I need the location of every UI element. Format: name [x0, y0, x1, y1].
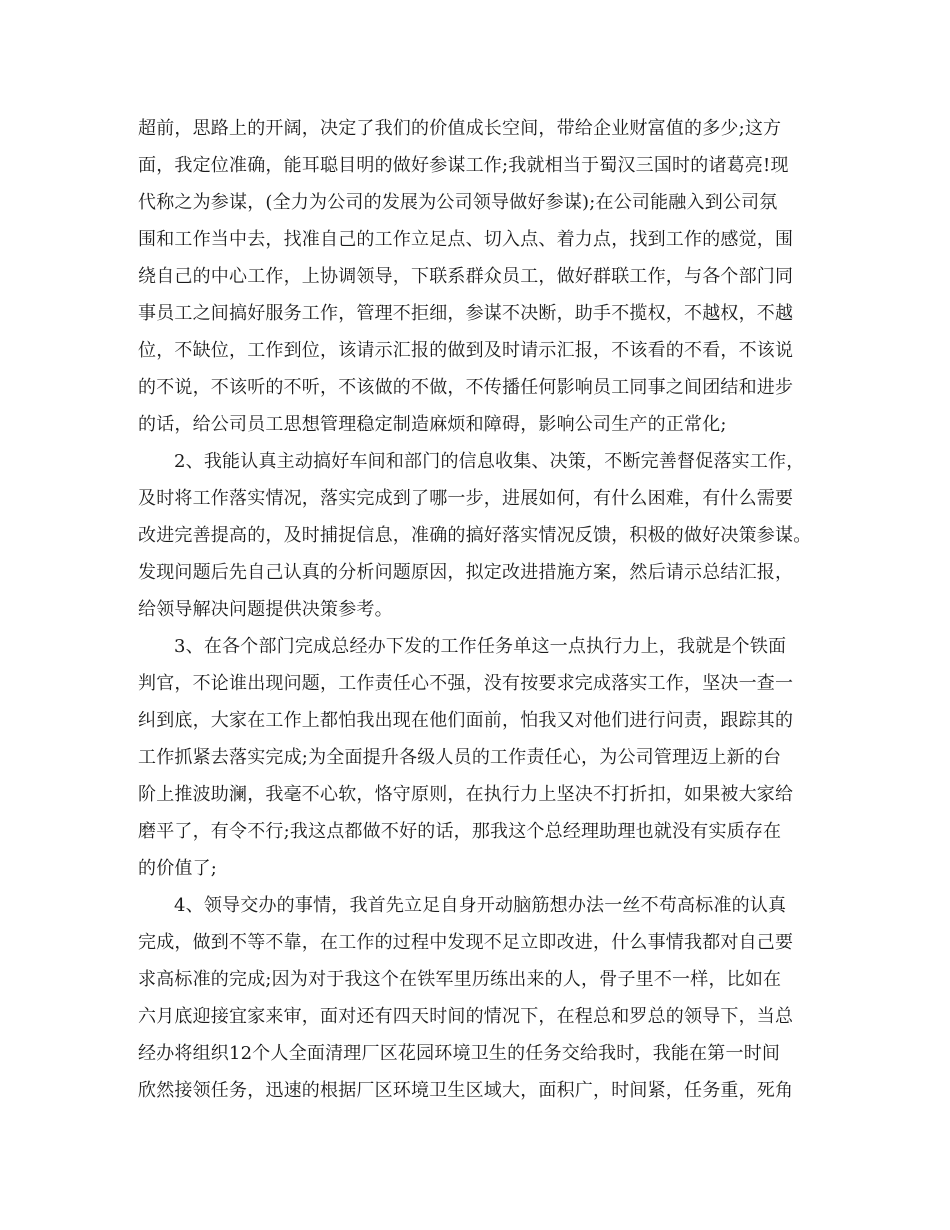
paragraph-4-line-4: 六月底迎接宜家来审，面对还有四天时间的情况下，在程总和罗总的领导下，当总: [138, 1006, 794, 1027]
paragraph-3-line-4: 工作抓紧去落实完成;为全面提升各级人员的工作责任心，为公司管理迈上新的台: [138, 747, 782, 768]
paragraph-4-line-3: 求高标准的完成;因为对于我这个在铁军里历练出来的人，骨子里不一样，比如在: [138, 969, 782, 990]
paragraph-1-line-4: 围和工作当中去，找准自己的工作立足点、切入点、着力点，找到工作的感觉，围: [138, 229, 794, 250]
paragraph-3-line-2: 判官，不论谁出现问题，工作责任心不强，没有按要求完成落实工作，坚决一查一: [138, 673, 794, 694]
paragraph-1-line-5: 绕自己的中心工作，上协调领导，下联系群众员工，做好群联工作，与各个部门同: [138, 266, 794, 287]
paragraph-2-line-2: 及时将工作落实情况，落实完成到了哪一步，进展如何，有什么困难，有什么需要: [138, 488, 794, 509]
paragraph-3-line-3: 纠到底，大家在工作上都怕我出现在他们面前，怕我又对他们进行问责，跟踪其的: [138, 710, 794, 731]
paragraph-4-line-5: 经办将组织12个人全面清理厂区花园环境卫生的任务交给我时，我能在第一时间: [138, 1043, 781, 1064]
paragraph-3-line-7: 的价值了;: [138, 858, 218, 879]
paragraph-3-line-5: 阶上推波助澜，我毫不心软，恪守原则，在执行力上坚决不打折扣，如果被大家给: [138, 784, 794, 805]
paragraph-3-line-1: 3、在各个部门完成总经办下发的工作任务单这一点执行力上，我就是个铁面: [174, 636, 787, 657]
paragraph-4-line-6: 欣然接领任务，迅速的根据厂区环境卫生区域大，面积广，时间紧，任务重，死角: [138, 1080, 794, 1101]
paragraph-2-line-1: 2、我能认真主动搞好车间和部门的信息收集、决策，不断完善督促落实工作，: [174, 451, 805, 472]
paragraph-1-line-8: 的不说，不该听的不听，不该做的不做，不传播任何影响员工同事之间团结和进步: [138, 377, 794, 398]
paragraph-1-line-6: 事员工之间搞好服务工作，管理不拒细，参谋不决断，助手不揽权，不越权，不越: [138, 303, 794, 324]
paragraph-3-line-6: 磨平了，有令不行;我这点都做不好的话，那我这个总经理助理也就没有实质存在: [138, 821, 782, 842]
paragraph-1-line-7: 位，不缺位，工作到位，该请示汇报的做到及时请示汇报，不该看的不看，不该说: [138, 340, 794, 361]
paragraph-2-line-3: 改进完善提高的，及时捕捉信息，准确的搞好落实情况反馈，积极的做好决策参谋。: [138, 525, 812, 546]
paragraph-4-line-2: 完成，做到不等不靠，在工作的过程中发现不足立即改进，什么事情我都对自己要: [138, 932, 794, 953]
paragraph-2-line-4: 发现问题后先自己认真的分析问题原因，拟定改进措施方案，然后请示总结汇报，: [138, 562, 794, 583]
paragraph-1-line-1: 超前，思路上的开阔，决定了我们的价值成长空间，带给企业财富值的多少;这方: [138, 118, 782, 139]
paragraph-4-line-1: 4、领导交办的事情，我首先立足自身开动脑筋想办法一丝不苟高标准的认真: [174, 895, 787, 916]
paragraph-1-line-2: 面，我定位准确，能耳聪目明的做好参谋工作;我就相当于蜀汉三国时的诸葛亮!现: [138, 155, 789, 176]
paragraph-1-line-3: 代称之为参谋，(全力为公司的发展为公司领导做好参谋);在公司能融入到公司氛: [138, 192, 778, 213]
paragraph-1-line-9: 的话，给公司员工思想管理稳定制造麻烦和障碍，影响公司生产的正常化;: [138, 414, 727, 435]
paragraph-2-line-5: 给领导解决问题提供决策参考。: [138, 599, 393, 620]
